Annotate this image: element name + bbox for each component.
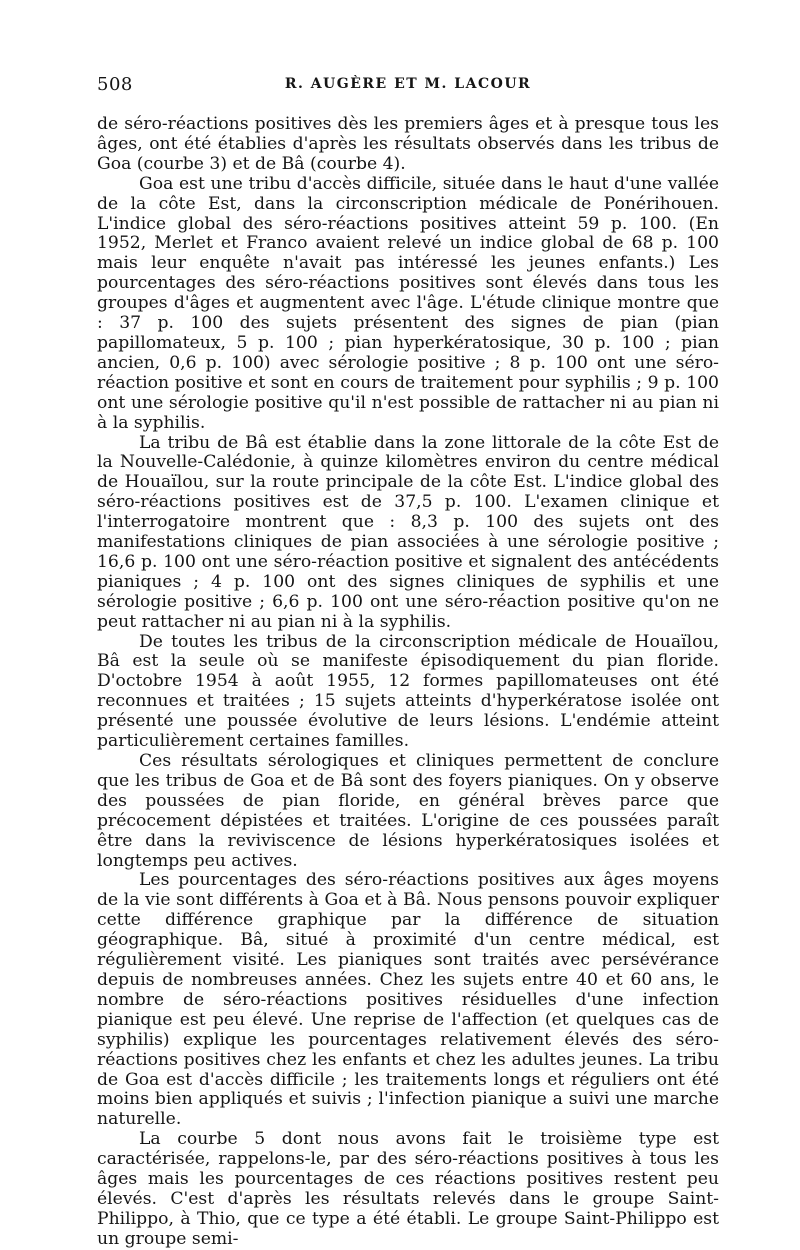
paragraph-ba: La tribu de Bâ est établie dans la zone littorale de la côte Est de la Nouvelle-Calédonie, à quinze kilomètres environ du centre médical de Houaïlou, sur la route principale de la côte Est. L'indice global des séro-réactions positives est de 37,5 p. 100. L'examen clinique et l'interrogatoire montrent que : 8,3 p. 100 des sujets ont des manifestations cliniques de pian associées à une sérologie positive ; 16,6 p. 100 ont une séro-réaction positive et signalent des antécédents pianiques ; 4 p. 100 ont des signes cliniques de syphilis et une sérologie positive ; 6,6 p. 100 ont une séro-réaction positive qu'on ne peut rattacher ni au pian ni à la syphilis. [97,432,719,632]
body-text [97,115,719,1250]
paragraph-goa: Goa est une tribu d'accès difficile, située dans le haut d'une vallée de la côte Est, dans la circonscription médicale de Ponérihouen. L'indice global des séro-réactions positives atteint 59 p. 100. (En 1952, Merlet et Franco avaient relevé un indice global de 68 p. 100 mais leur enquête n'avait pas intéressé les jeunes enfants.) Les pourcentages des séro-réactions positives sont élevés dans tous les groupes d'âges et augmentent avec l'âge. L'étude clinique montre que : 37 p. 100 des sujets présentent des signes de pian (pian papillomateux, 5 p. 100 ; pian hyperkératosique, 30 p. 100 ; pian ancien, 0,6 p. 100) avec sérologie positive ; 8 p. 100 ont une séro-réaction positive et sont en cours de traitement pour syphilis ; 9 p. 100 ont une sérologie positive qu'il n'est possible de rattacher ni au pian ni à la syphilis. [97,173,719,433]
paragraph-continuation: de séro-réactions positives dès les premiers âges et à presque tous les âges, ont été établies d'après les résultats observés dans les tribus de Goa (courbe 3) et de Bâ (courbe 4). [97,114,719,174]
paragraph-percentages: Les pourcentages des séro-réactions positives aux âges moyens de la vie sont différents à Goa et à Bâ. Nous pensons pouvoir expliquer cette différence graphique par la différence de situation géographique. Bâ, situé à proximité d'un centre médical, est régulièrement visité. Les pianiques sont traités avec persévérance depuis de nombreuses années. Chez les sujets entre 40 et 60 ans, le nombre de séro-réactions positives résiduelles d'une infection pianique est peu élevé. Une reprise de l'affection (et quelques cas de syphilis) explique les pourcentages relativement élevés des séro-réactions positives chez les enfants et chez les adultes jeunes. La tribu de Goa est d'accès difficile ; les traitements longs et réguliers ont été moins bien appliqués et suivis ; l'infection pianique a suivi une marche naturelle. [97,870,719,1130]
paragraph-conclusion: Ces résultats sérologiques et cliniques permettent de conclure que les tribus de Goa et de Bâ sont des foyers pianiques. On y observe des poussées de pian floride, en général brèves parce que précocement dépistées et traitées. L'origine de ces poussées paraît être dans la reviviscence de lésions hyperkératosiques isolées et longtemps peu actives. [97,751,719,871]
paragraph-courbe-5: La courbe 5 dont nous avons fait le troisième type est caractérisée, rappelons-le, par des séro-réactions positives à tous les âges mais les pourcentages de ces réactions positives restent peu élevés. C'est d'après les résultats relevés dans le groupe Saint-Philippo, à Thio, que ce type a été établi. Le groupe Saint-Philippo est un groupe semi- [97,1129,719,1249]
running-head [97,74,719,104]
page-number: 508 [97,74,133,95]
page [97,74,719,1250]
running-head-authors: R. AUGÈRE ET M. LACOUR [284,76,532,92]
paragraph-houailou: De toutes les tribus de la circonscription médicale de Houaïlou, Bâ est la seule où se manifeste épisodiquement du pian floride. D'octobre 1954 à août 1955, 12 formes papillomateuses ont été reconnues et traitées ; 15 sujets atteints d'hyperkératose isolée ont présenté une poussée évolutive de leurs lésions. L'endémie atteint particulièrement certaines familles. [97,631,719,752]
